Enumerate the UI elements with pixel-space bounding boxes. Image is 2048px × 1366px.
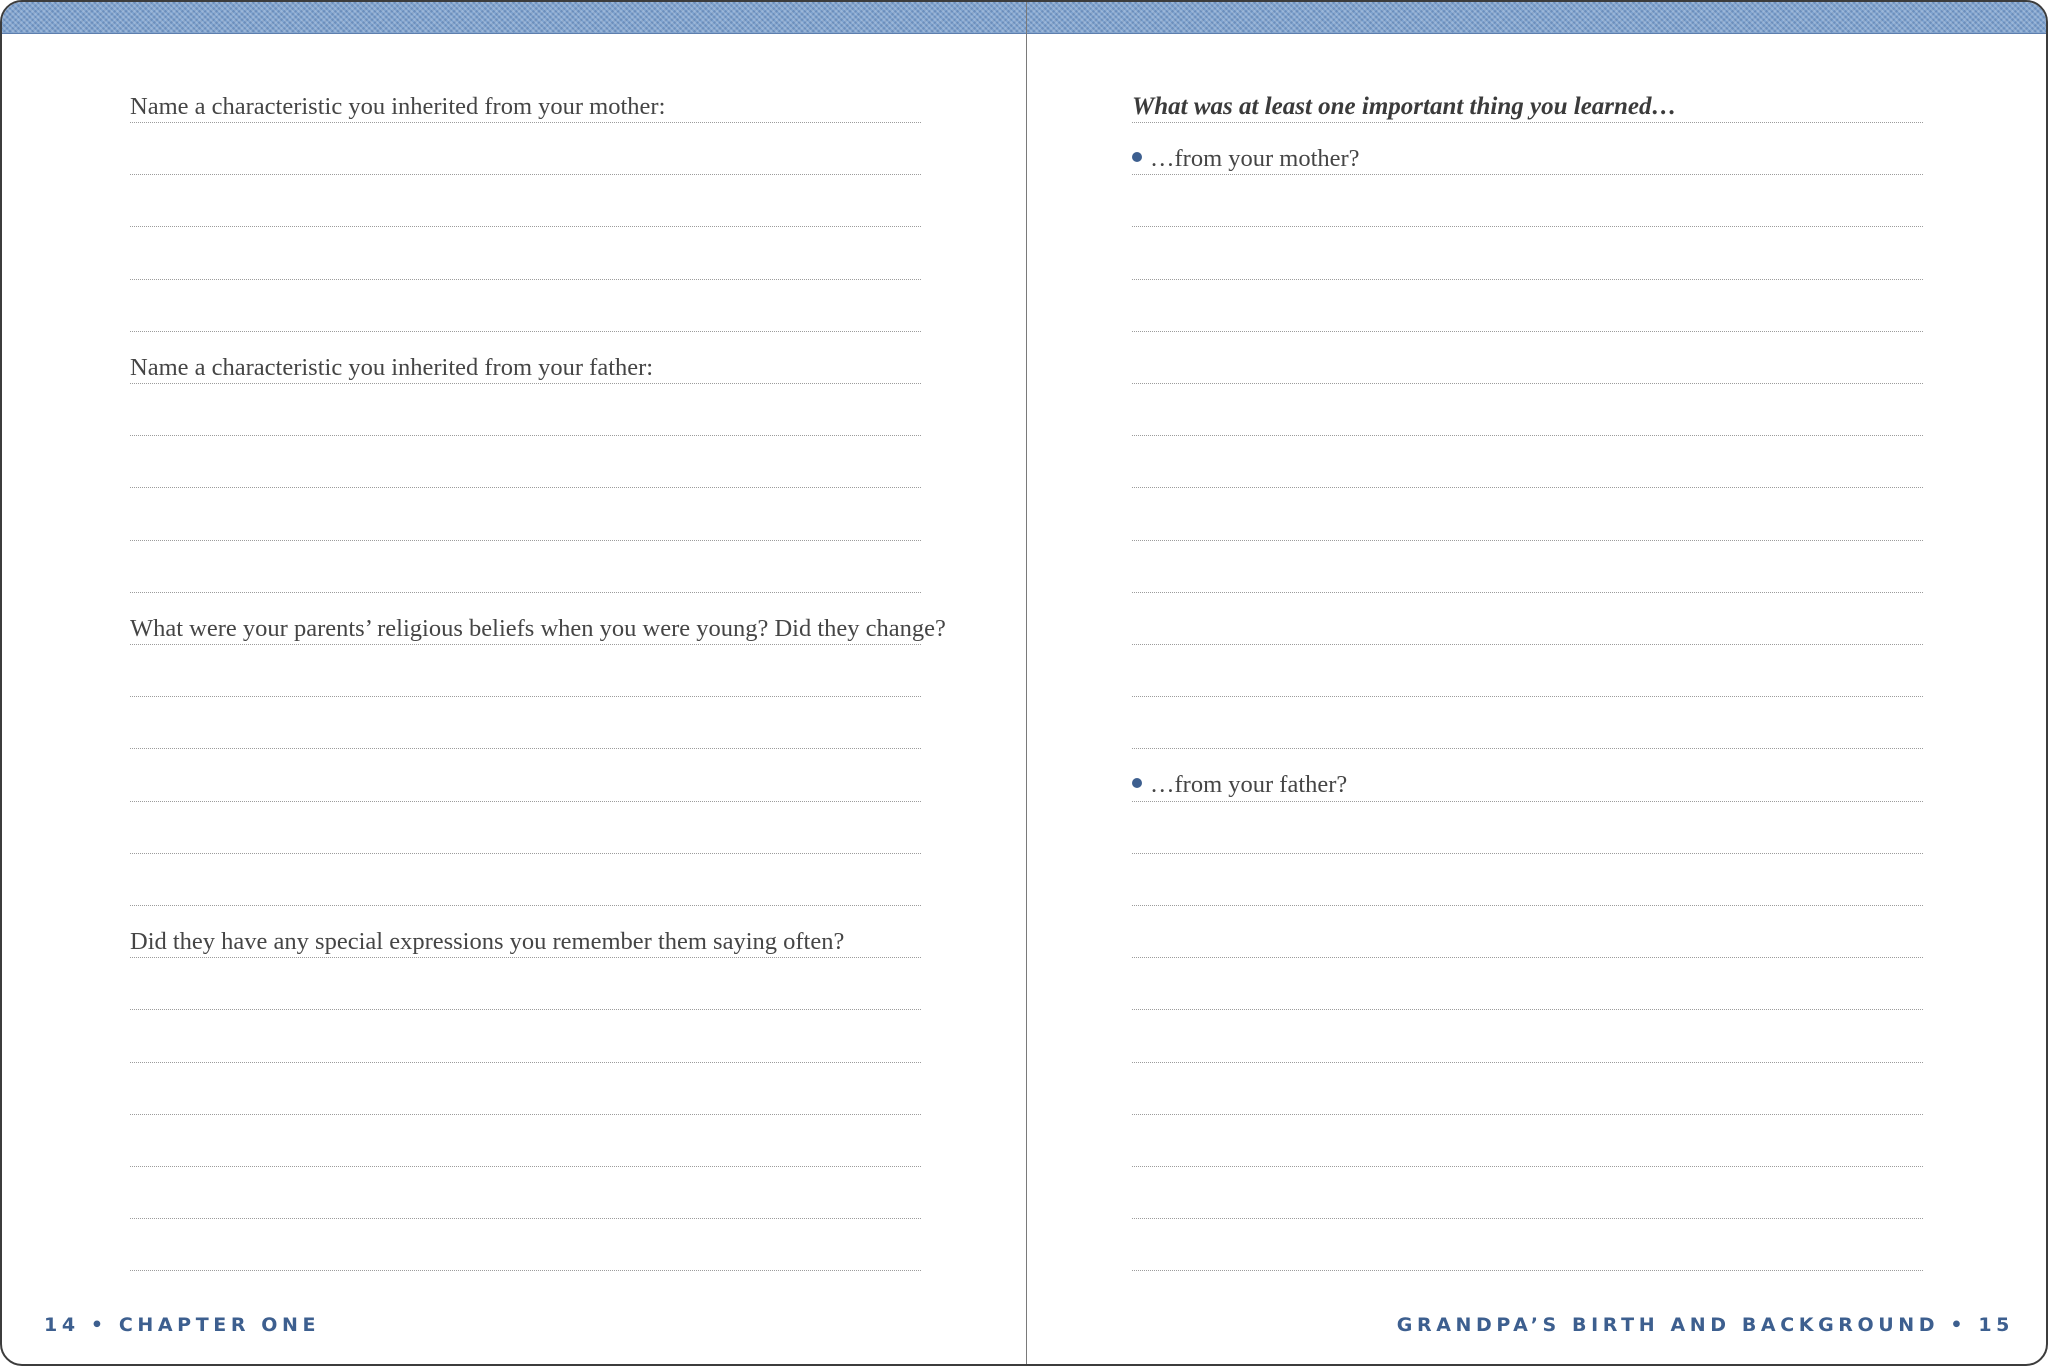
writing-line[interactable] <box>1132 226 1923 227</box>
bullet-dot-icon <box>1132 152 1142 162</box>
writing-line[interactable] <box>1132 1270 1923 1271</box>
right-page-footer: GRANDPA’S BIRTH AND BACKGROUND • 15 <box>1396 1314 2014 1336</box>
question-father-trait: Name a characteristic you inherited from your father: <box>130 354 654 381</box>
writing-line[interactable] <box>130 853 921 854</box>
writing-line[interactable] <box>130 435 921 436</box>
writing-line[interactable] <box>130 487 921 488</box>
writing-line[interactable] <box>1132 174 1923 175</box>
writing-line[interactable] <box>130 226 921 227</box>
writing-line[interactable] <box>130 801 921 802</box>
bullet-from-father-label: …from your father? <box>1150 771 1348 798</box>
bullet-from-mother-label: …from your mother? <box>1150 145 1360 172</box>
writing-line[interactable] <box>130 1218 921 1219</box>
writing-line[interactable] <box>1132 644 1923 645</box>
writing-line[interactable] <box>130 383 921 384</box>
cloth-binding-strip <box>2 2 2046 34</box>
left-page-footer: 14 • CHAPTER ONE <box>44 1314 321 1336</box>
writing-line[interactable] <box>130 122 921 123</box>
bullet-from-mother <box>1132 145 1360 176</box>
writing-line[interactable] <box>130 592 921 593</box>
writing-line[interactable] <box>130 696 921 697</box>
writing-line[interactable] <box>1132 487 1923 488</box>
writing-line[interactable] <box>1132 1218 1923 1219</box>
writing-line[interactable] <box>130 331 921 332</box>
writing-line[interactable] <box>1132 957 1923 958</box>
writing-line[interactable] <box>1132 383 1923 384</box>
question-religious-beliefs: What were your parents’ religious beliefs when you were young? Did they change? <box>130 615 946 642</box>
writing-line[interactable] <box>130 1114 921 1115</box>
writing-line[interactable] <box>1132 801 1923 802</box>
writing-line[interactable] <box>1132 748 1923 749</box>
writing-line[interactable] <box>1132 1114 1923 1115</box>
writing-line[interactable] <box>1132 696 1923 697</box>
book-spine <box>1026 2 1027 1364</box>
writing-line[interactable] <box>1132 1166 1923 1167</box>
writing-line[interactable] <box>1132 122 1923 123</box>
writing-line[interactable] <box>130 540 921 541</box>
writing-line[interactable] <box>130 279 921 280</box>
writing-line[interactable] <box>130 1166 921 1167</box>
writing-line[interactable] <box>130 957 921 958</box>
writing-line[interactable] <box>130 644 921 645</box>
question-special-expressions: Did they have any special expressions you remember them saying often? <box>130 928 845 955</box>
writing-line[interactable] <box>1132 853 1923 854</box>
writing-line[interactable] <box>130 748 921 749</box>
writing-line[interactable] <box>1132 1062 1923 1063</box>
bullet-from-father <box>1132 771 1347 802</box>
writing-line[interactable] <box>1132 540 1923 541</box>
writing-line[interactable] <box>1132 905 1923 906</box>
writing-line[interactable] <box>1132 592 1923 593</box>
writing-line[interactable] <box>130 1009 921 1010</box>
bullet-dot-icon <box>1132 778 1142 788</box>
writing-line[interactable] <box>1132 435 1923 436</box>
writing-line[interactable] <box>1132 331 1923 332</box>
writing-line[interactable] <box>130 905 921 906</box>
writing-line[interactable] <box>130 1270 921 1271</box>
writing-line[interactable] <box>1132 279 1923 280</box>
question-mother-trait: Name a characteristic you inherited from your mother: <box>130 93 666 120</box>
learned-heading: What was at least one important thing you learned… <box>1132 93 1677 120</box>
writing-line[interactable] <box>130 174 921 175</box>
writing-line[interactable] <box>130 1062 921 1063</box>
writing-line[interactable] <box>1132 1009 1923 1010</box>
